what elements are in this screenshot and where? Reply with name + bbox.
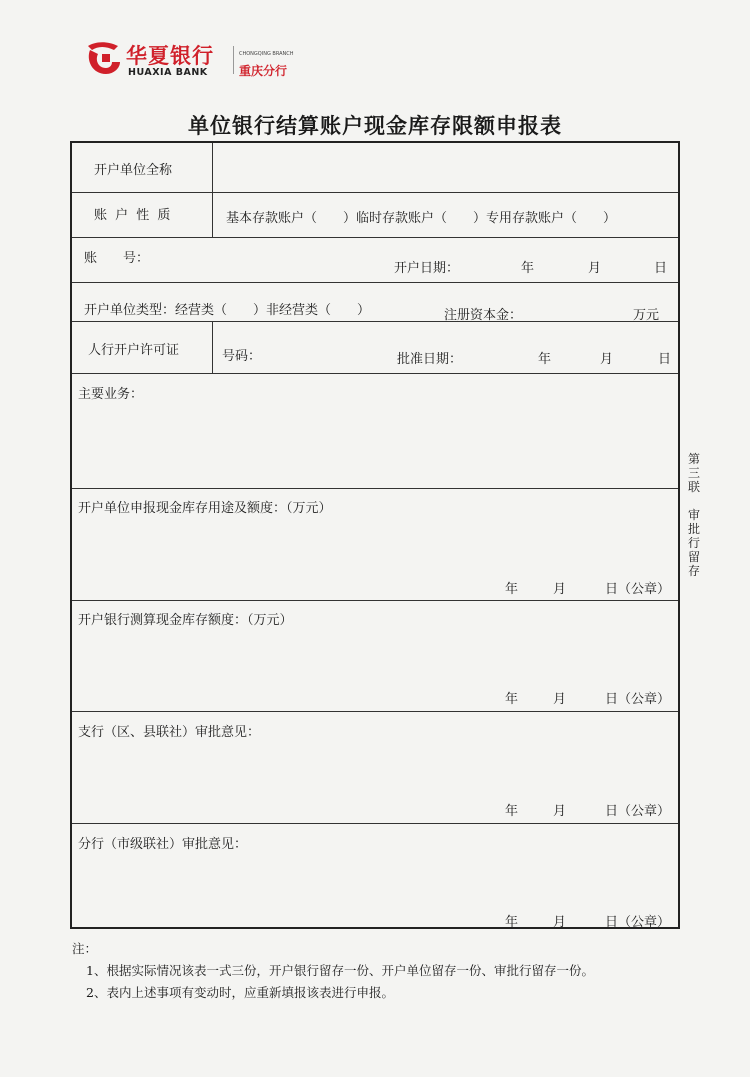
side-char: 批 [687, 522, 700, 536]
declare-seal: 日（公章） [605, 582, 671, 597]
capital-unit: 万元 [633, 308, 660, 323]
branch-name-en: CHONGQING BRANCH [239, 51, 294, 57]
row-divider [72, 711, 678, 712]
col-divider [212, 321, 213, 373]
note-item: 2、表内上述事项有变动时，应重新填报该表进行申报。 [86, 985, 394, 1000]
sub-branch-month: 月 [553, 804, 567, 819]
unit-declare-label: 开户单位申报现金库存用途及额度：（万元） [78, 501, 332, 516]
calc-year: 年 [505, 692, 519, 707]
open-date-month: 月 [588, 261, 602, 276]
bank-calc-label: 开户银行测算现金库存额度：（万元） [78, 613, 293, 628]
bank-name-cn: 华夏银行 [126, 44, 214, 68]
row-divider [72, 373, 678, 374]
sub-branch-year: 年 [505, 804, 519, 819]
sub-branch-seal: 日（公章） [605, 804, 671, 819]
row-divider [72, 237, 678, 238]
form-table [70, 141, 680, 929]
unit-name-label: 开户单位全称 [94, 163, 173, 178]
col-divider [212, 143, 213, 192]
sub-branch-label: 支行（区、县联社）审批意见： [78, 725, 261, 740]
branch-label: 分行（市级联社）审批意见： [78, 837, 248, 852]
branch-month: 月 [553, 915, 567, 930]
side-char: 行 [687, 536, 700, 550]
account-type-label: 账 户 性 质 [94, 208, 173, 223]
bank-name-en: HUAXIA BANK [128, 67, 208, 78]
open-date-day: 日 [654, 261, 668, 276]
row-divider [72, 823, 678, 824]
row-divider [72, 488, 678, 489]
huaxia-logo-icon [84, 40, 124, 78]
account-type-options: 基本存款账户（ ）临时存款账户（ ）专用存款账户（ ） [226, 211, 617, 226]
license-label: 人行开户许可证 [88, 343, 180, 358]
branch-seal: 日（公章） [605, 915, 671, 930]
side-char: 联 [687, 480, 700, 494]
approve-date-label: 批准日期： [397, 352, 463, 367]
logo-divider [233, 46, 234, 74]
row-divider [72, 600, 678, 601]
open-date-year: 年 [521, 261, 535, 276]
declare-year: 年 [505, 582, 519, 597]
branch-name-cn: 重庆分行 [239, 64, 288, 78]
license-no-label: 号码： [222, 349, 262, 364]
side-char: 第 [687, 452, 700, 466]
capital-label: 注册资本金： [444, 308, 523, 323]
main-business-label: 主要业务： [78, 387, 144, 402]
row-divider [72, 282, 678, 283]
unit-type-label: 开户单位类型：经营类（ ）非经营类（ ） [84, 303, 371, 318]
side-char: 审 [687, 508, 700, 522]
side-char: 留 [687, 550, 700, 564]
declare-month: 月 [553, 582, 567, 597]
side-char: 三 [687, 466, 700, 480]
side-char: 存 [687, 564, 700, 578]
row-divider [72, 192, 678, 193]
note-item: 1、根据实际情况该表一式三份，开户银行留存一份、开户单位留存一份、审批行留存一份。 [86, 963, 594, 978]
calc-month: 月 [553, 692, 567, 707]
side-char [686, 494, 702, 508]
notes-heading: 注： [72, 941, 98, 956]
approve-date-day: 日 [658, 352, 672, 367]
col-divider [212, 192, 213, 237]
approve-date-year: 年 [538, 352, 552, 367]
branch-year: 年 [505, 915, 519, 930]
notes [72, 938, 594, 1004]
approve-date-month: 月 [600, 352, 614, 367]
form-title: 单位银行结算账户现金库存限额申报表 [188, 113, 562, 138]
copy-side-label [686, 452, 702, 578]
bank-logo [84, 38, 314, 84]
calc-seal: 日（公章） [605, 692, 671, 707]
account-no-label: 账 号： [84, 251, 150, 266]
row-divider [72, 321, 678, 322]
open-date-label: 开户日期： [394, 261, 460, 276]
